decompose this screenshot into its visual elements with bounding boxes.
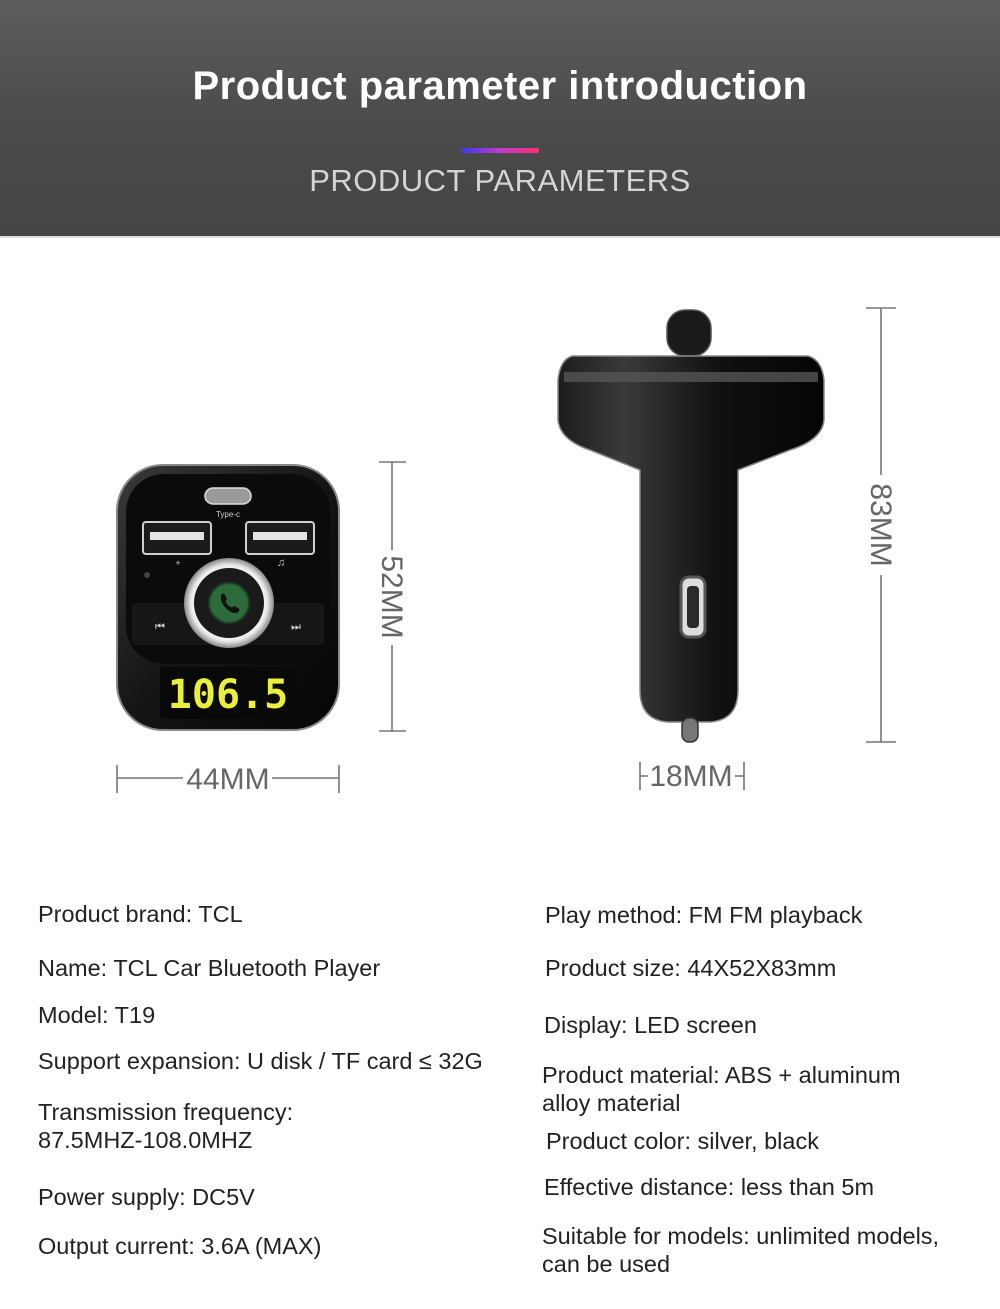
music-note-icon: ♫ — [276, 557, 286, 569]
page-title: Product parameter introduction — [192, 64, 808, 108]
side-tip — [682, 718, 698, 742]
type-c-label: Type-c — [215, 510, 241, 519]
spec-power-supply: Power supply: DC5V — [38, 1184, 255, 1210]
spec-output-current: Output current: 3.6A (MAX) — [38, 1233, 322, 1259]
previous-track-icon: ⏮ — [155, 621, 165, 633]
spec-display: Display: LED screen — [544, 1012, 757, 1038]
type-c-port — [205, 488, 251, 504]
side-body — [558, 356, 824, 722]
plus-icon: + — [175, 558, 181, 568]
usb-port-icon — [143, 522, 211, 554]
page-subtitle: PRODUCT PARAMETERS — [309, 163, 691, 198]
accent-divider — [461, 148, 539, 153]
depth-label: 18MM — [649, 760, 733, 793]
next-track-icon: ⏭ — [291, 621, 301, 633]
spec-model: Model: T19 — [38, 1002, 156, 1028]
spec-distance: Effective distance: less than 5m — [544, 1174, 875, 1200]
product-dimension-figure — [0, 236, 1000, 856]
front-view — [117, 465, 339, 730]
side-rim — [564, 372, 818, 382]
product-illustration — [0, 236, 1000, 856]
length-label: 83MM — [864, 483, 897, 567]
height-label: 52MM — [375, 555, 408, 639]
mic-hole — [144, 572, 150, 578]
spec-color: Product color: silver, black — [546, 1128, 819, 1154]
spec-material: Product material: ABS + aluminum alloy material — [542, 1062, 901, 1116]
width-label: 44MM — [186, 763, 270, 796]
spec-product-size: Product size: 44X52X83mm — [545, 955, 837, 981]
header-banner — [0, 0, 1000, 238]
side-view — [558, 310, 824, 742]
phone-call-icon — [209, 583, 249, 623]
spec-name: Name: TCL Car Bluetooth Player — [38, 955, 381, 981]
spec-play-method: Play method: FM FM playback — [545, 902, 863, 928]
spec-expansion: Support expansion: U disk / TF card ≤ 32G — [38, 1048, 483, 1074]
spec-brand: Product brand: TCL — [38, 901, 243, 927]
side-knob — [667, 310, 711, 356]
led-reading: 106.5 — [167, 672, 289, 718]
spec-compatibility: Suitable for models: unlimited models, can be used — [542, 1223, 940, 1277]
usb-port-icon — [246, 522, 314, 554]
spec-frequency: Transmission frequency: 87.5MHZ-108.0MHZ — [38, 1099, 294, 1153]
